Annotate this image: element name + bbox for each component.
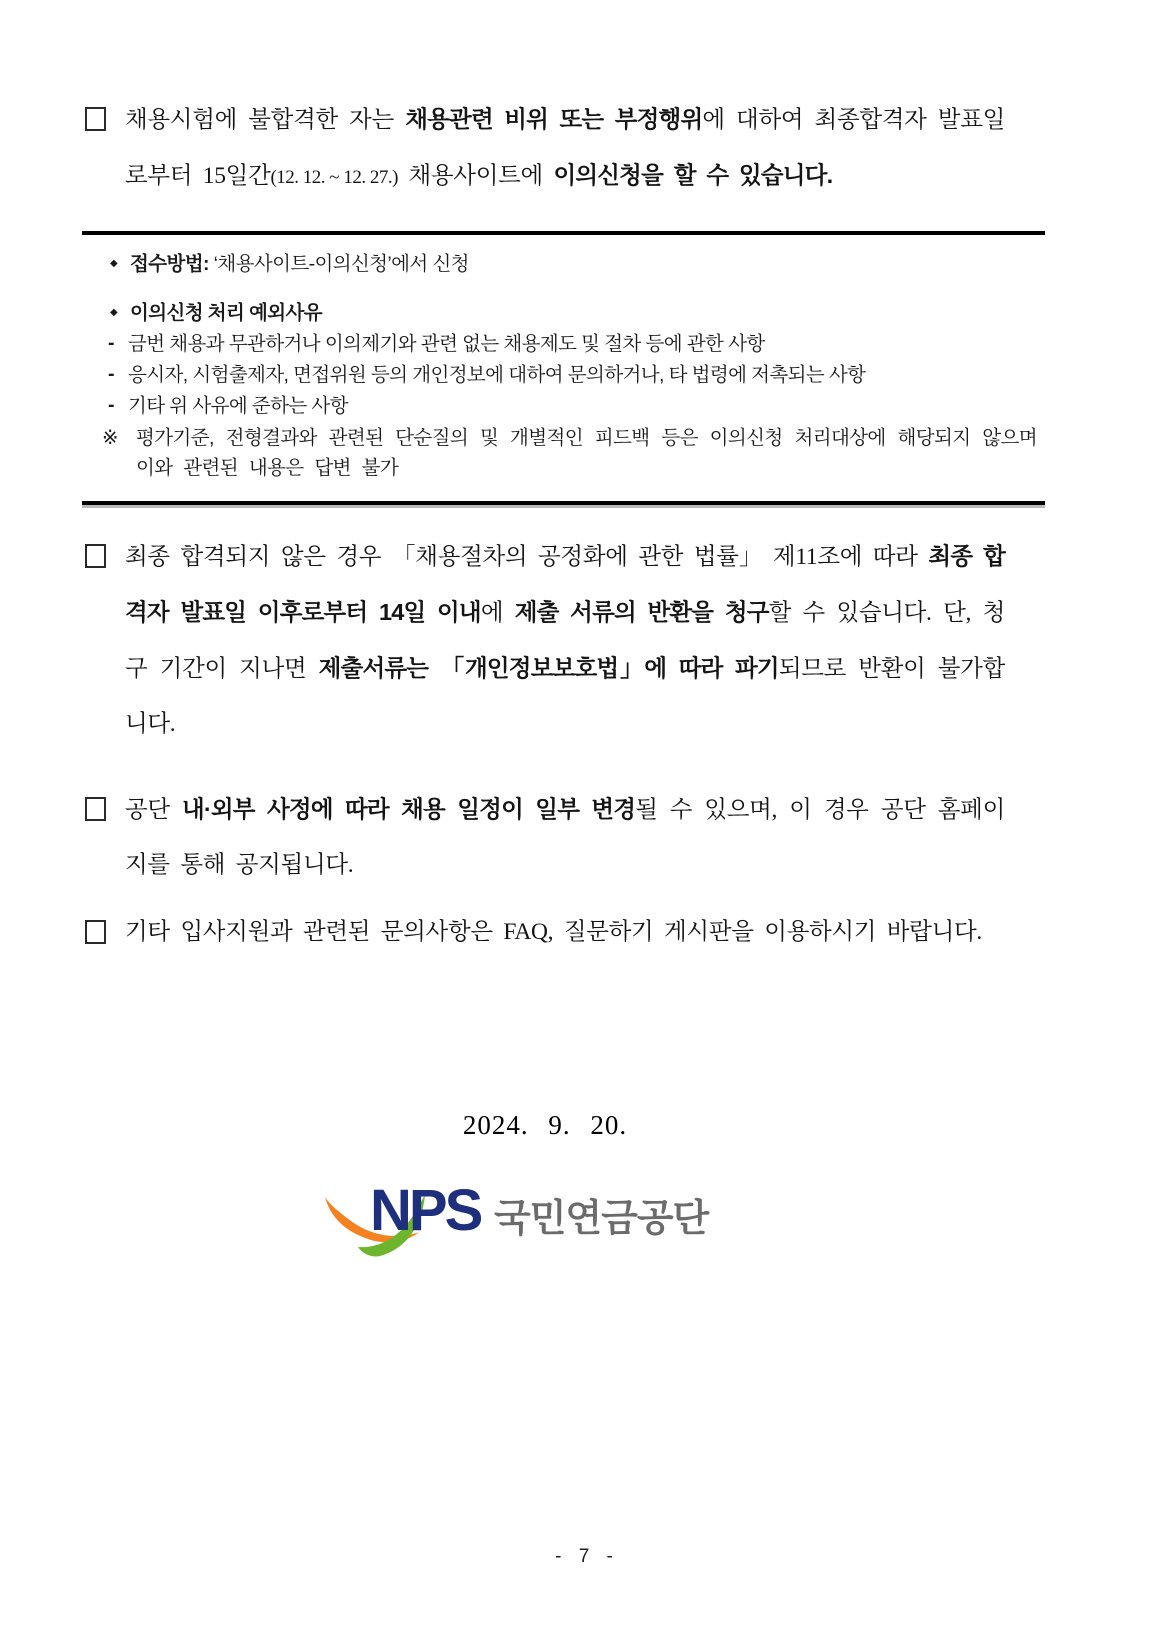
- text-run: 될 수 있으며, 이 경우 공단 홈페이지를 통해 공지됩니다.: [125, 797, 1005, 878]
- text-run-bold: 내·외부 사정에 따라 채용 일정이 일부 변경: [181, 796, 636, 822]
- paragraph-schedule-change: [85, 782, 1005, 893]
- paragraph-objection-notice: [85, 92, 1005, 205]
- text-run: 기타 입사지원과 관련된 문의사항은 FAQ, 질문하기 게시판을 이용하시기 바랍니다.: [125, 919, 982, 945]
- logo-org-text: 국민연금공단: [494, 1198, 709, 1240]
- dash-bullet-icon: -: [108, 332, 114, 354]
- box-item-text: ‘채용사이트-이의신청’에서 신청: [208, 253, 469, 275]
- box-dash-item: [100, 391, 1037, 421]
- diamond-bullet-icon: ◆: [110, 258, 118, 269]
- text-run: 되므로 반환이 불가합니다.: [125, 656, 1005, 737]
- box-dash-text: 금번 채용과 무관하거나 이의제기와 관련 없는 채용제도 및 절차 등에 관한 사항: [128, 333, 765, 355]
- box-dash-text: 응시자, 시험출제자, 면접위원 등의 개인정보에 대하여 문의하거나, 타 법령에 저촉되는 사항: [128, 364, 866, 386]
- paragraph-faq: [85, 905, 1005, 960]
- text-run-bold: 최종 합격자 발표일 이후로부터 14일 이내: [125, 543, 1006, 625]
- diamond-bullet-icon: ◆: [110, 307, 118, 318]
- text-run: 채용시험에 불합격한 자는: [125, 107, 406, 133]
- box-dash-item: [100, 360, 1037, 390]
- text-run: 최종 합격되지 않은 경우 「채용절차의 공정화에 관한 법률」 제11조에 따라: [125, 544, 929, 570]
- info-box: [82, 231, 1045, 505]
- text-run-bold: 제출 서류의 반환을 청구: [514, 599, 769, 625]
- text-run-bold: 파기: [735, 655, 779, 681]
- box-note-text: 평가기준, 전형결과와 관련된 단순질의 및 개별적인 피드백 등은 이의신청 처리대상에 해당되지 않으며 이와 관련된 내용은 답변 불가: [136, 427, 1037, 479]
- checkbox-bullet-icon: [85, 920, 106, 944]
- dash-bullet-icon: -: [108, 394, 114, 416]
- text-run-bold: 제출서류는 「개인정보보호법」에 따라: [318, 655, 735, 681]
- logo-nps-text: NPS: [370, 1178, 481, 1243]
- text-run: 에: [480, 600, 515, 626]
- reference-mark-icon: ※: [102, 427, 118, 449]
- text-run-bold: 이의신청을 할 수 있습니다.: [553, 162, 833, 188]
- text-run: 채용사이트에: [397, 163, 554, 189]
- page-number: - 7 -: [555, 1546, 615, 1567]
- checkbox-bullet-icon: [85, 797, 106, 821]
- text-run-bold: 채용관련 비위 또는 부정행위: [405, 106, 703, 132]
- text-run: 에 대하여 최종합격자 발표일로부터 15일간: [125, 107, 1006, 189]
- date-range-text: (12. 12. ~ 12. 27.): [270, 167, 398, 188]
- issue-date: 2024. 9. 20.: [462, 1110, 628, 1140]
- box-item-label: 접수방법:: [130, 253, 209, 275]
- box-dash-text: 기타 위 사유에 준하는 사항: [128, 395, 348, 417]
- box-item-label: 이의신청 처리 예외사유: [130, 302, 323, 324]
- checkbox-bullet-icon: [85, 107, 106, 131]
- box-note: [100, 423, 1037, 483]
- text-run: 할 수 있습니다. 단, 청구 기간이 지나면: [125, 600, 1005, 682]
- box-item-exceptions: [100, 298, 1037, 328]
- dash-bullet-icon: -: [108, 363, 114, 385]
- text-run: 공단: [125, 797, 182, 823]
- box-item-method: [100, 249, 1037, 279]
- checkbox-bullet-icon: [85, 544, 106, 568]
- paragraph-document-return: [85, 529, 1005, 752]
- box-dash-item: [100, 329, 1037, 359]
- nps-logo: [85, 1171, 1005, 1263]
- nps-logo-graphic: [322, 1171, 712, 1263]
